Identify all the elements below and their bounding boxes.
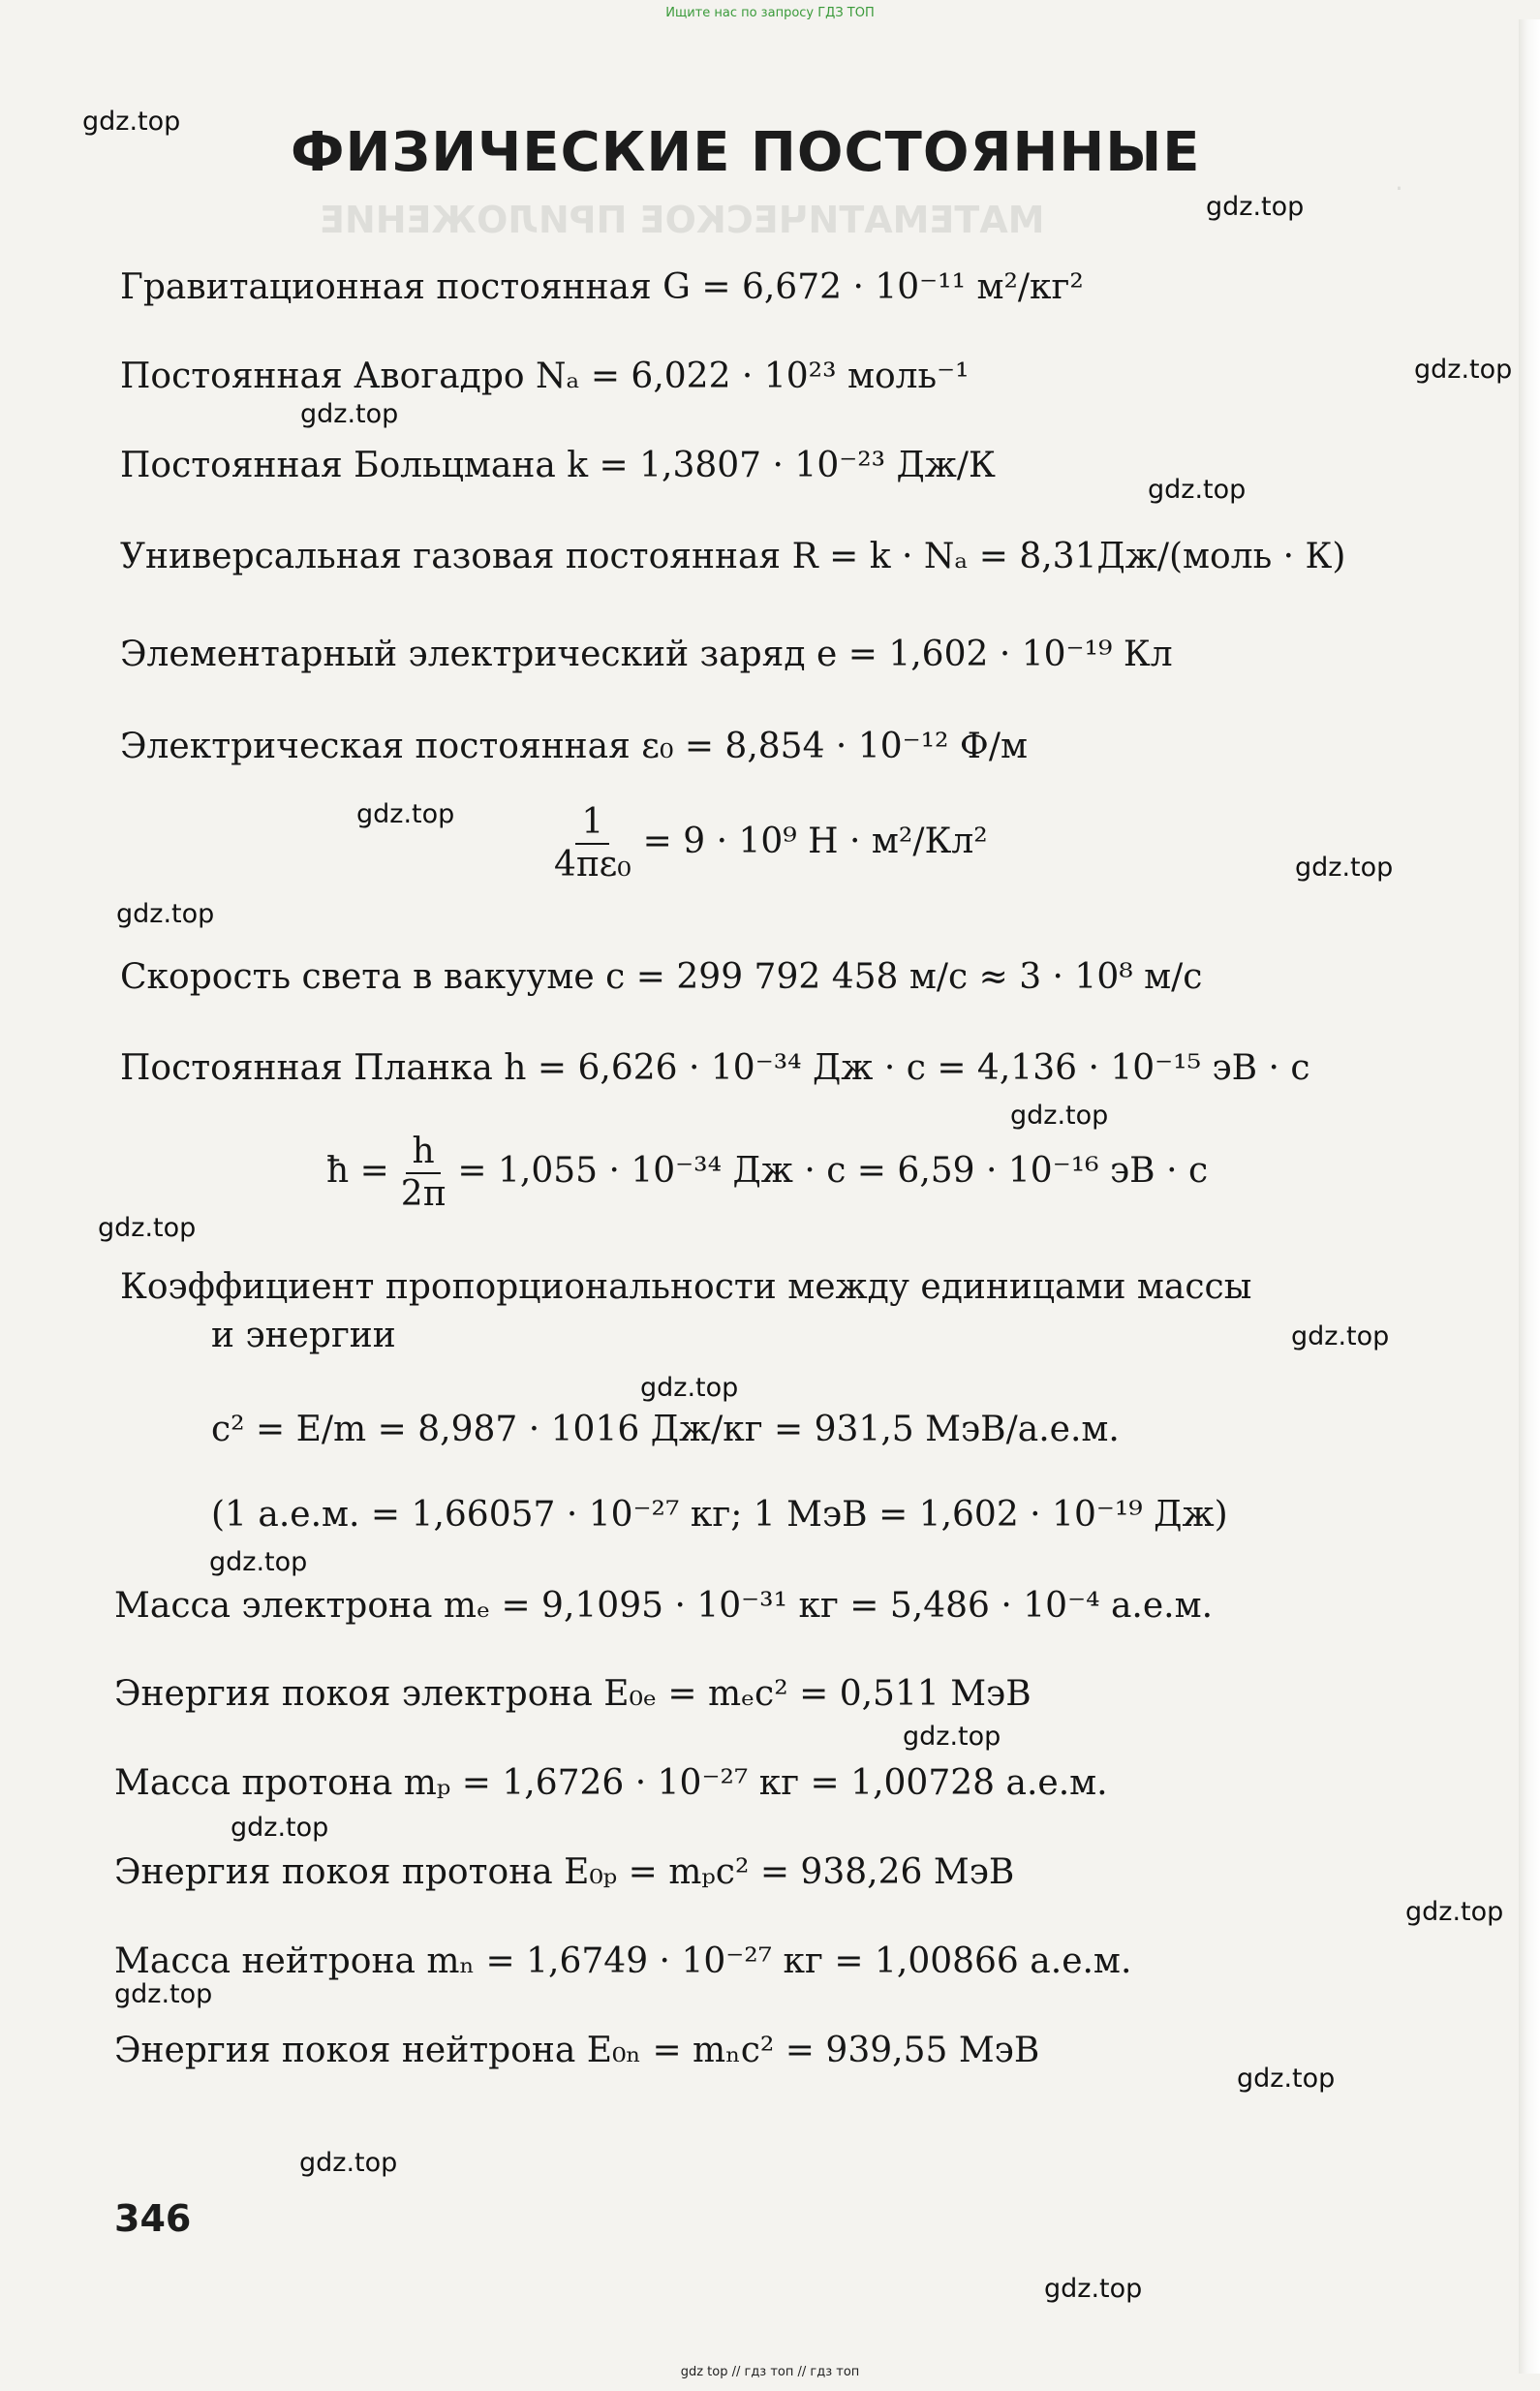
hbar-value: = 1,055 · 10⁻³⁴ Дж · с = 6,59 · 10⁻¹⁶ эВ · с [457, 1150, 1209, 1191]
electric-constant: Электрическая постоянная ε₀ = 8,854 · 10⁻¹² Ф/м [120, 727, 1028, 766]
watermark: gdz.top [98, 1213, 197, 1243]
watermark: gdz.top [231, 1813, 329, 1843]
watermark: gdz.top [1295, 853, 1394, 883]
watermark: gdz.top [903, 1722, 1001, 1752]
planck-constant: Постоянная Планка h = 6,626 · 10⁻³⁴ Дж · с = 4,136 · 10⁻¹⁵ эВ · с [120, 1048, 1310, 1088]
fraction-denominator: 4πε₀ [554, 844, 631, 885]
elementary-charge: Элементарный электрический заряд e = 1,602 · 10⁻¹⁹ Кл [120, 635, 1173, 674]
mass-energy-ratio: c² = E/m = 8,987 · 1016 Дж/кг = 931,5 МэВ/а.е.м. [211, 1410, 1120, 1449]
fraction [548, 804, 637, 884]
watermark: gdz.top [1405, 1897, 1504, 1927]
proton-mass: Масса протона mₚ = 1,6726 · 10⁻²⁷ кг = 1,00728 а.е.м. [114, 1763, 1108, 1803]
watermark: gdz.top [640, 1373, 739, 1403]
coulomb-coefficient [542, 804, 988, 884]
gravitational-constant: Гравитационная постоянная G = 6,672 · 10⁻¹¹ м²/кг² [120, 267, 1084, 307]
amu-mev-conversion: (1 а.е.м. = 1,66057 · 10⁻²⁷ кг; 1 МэВ = 1,602 · 10⁻¹⁹ Дж) [211, 1495, 1228, 1535]
watermark: gdz.top [1044, 2274, 1143, 2304]
speed-of-light: Скорость света в вакууме c = 299 792 458 м/с ≈ 3 · 10⁸ м/с [120, 957, 1203, 997]
fraction-numerator: h [406, 1133, 440, 1174]
boltzmann-constant: Постоянная Больцмана k = 1,3807 · 10⁻²³ Дж/К [120, 446, 996, 485]
page-edge-shadow [1519, 19, 1540, 2374]
watermark: gdz.top [82, 107, 181, 137]
electron-mass: Масса электрона mₑ = 9,1095 · 10⁻³¹ кг = 5,486 · 10⁻⁴ а.е.м. [114, 1586, 1214, 1626]
coulomb-coefficient-value: = 9 · 10⁹ Н · м²/Кл² [642, 821, 988, 861]
neutron-rest-energy: Энергия покоя нейтрона E₀ₙ = mₙc² = 939,55 МэВ [114, 2031, 1040, 2070]
watermark: gdz.top [299, 2148, 398, 2178]
gas-constant: Универсальная газовая постоянная R = k · Nₐ = 8,31Дж/(моль · К) [120, 537, 1346, 576]
watermark: gdz.top [209, 1547, 308, 1577]
mass-energy-heading: Коэффициент пропорциональности между единицами массы [120, 1267, 1252, 1307]
watermark: gdz.top [356, 799, 455, 829]
watermark: gdz.top [1148, 475, 1247, 505]
watermark: gdz.top [1414, 355, 1513, 385]
top-banner[interactable]: Ищите нас по запросу ГДЗ ТОП [665, 6, 875, 20]
bottom-banner[interactable]: gdz top // гдз топ // гдз топ [680, 2365, 860, 2379]
fraction-denominator: 2π [400, 1173, 447, 1214]
watermark: gdz.top [1291, 1321, 1390, 1351]
watermark: gdz.top [300, 399, 399, 429]
watermark: gdz.top [1237, 2064, 1336, 2094]
neutron-mass: Масса нейтрона mₙ = 1,6749 · 10⁻²⁷ кг = 1,00866 а.е.м. [114, 1941, 1132, 1981]
proton-rest-energy: Энергия покоя протона E₀ₚ = mₚc² = 938,26 МэВ [114, 1852, 1015, 1892]
mass-energy-heading-cont: и энергии [211, 1316, 396, 1355]
page-title: ФИЗИЧЕСКИЕ ПОСТОЯННЫЕ [291, 121, 1201, 184]
avogadro-constant: Постоянная Авогадро Nₐ = 6,022 · 10²³ моль⁻¹ [120, 357, 970, 396]
fraction-numerator: 1 [575, 804, 609, 845]
watermark: gdz.top [114, 1979, 213, 2009]
reduced-planck-constant [326, 1133, 1208, 1213]
fraction [395, 1133, 452, 1213]
hbar-lead: ħ = [326, 1150, 389, 1191]
watermark: gdz.top [116, 899, 215, 929]
page-number: 346 [114, 2197, 192, 2240]
watermark: gdz.top [1206, 192, 1305, 222]
watermark: gdz.top [1010, 1101, 1109, 1131]
electron-rest-energy: Энергия покоя электрона E₀ₑ = mₑc² = 0,511 МэВ [114, 1674, 1032, 1714]
